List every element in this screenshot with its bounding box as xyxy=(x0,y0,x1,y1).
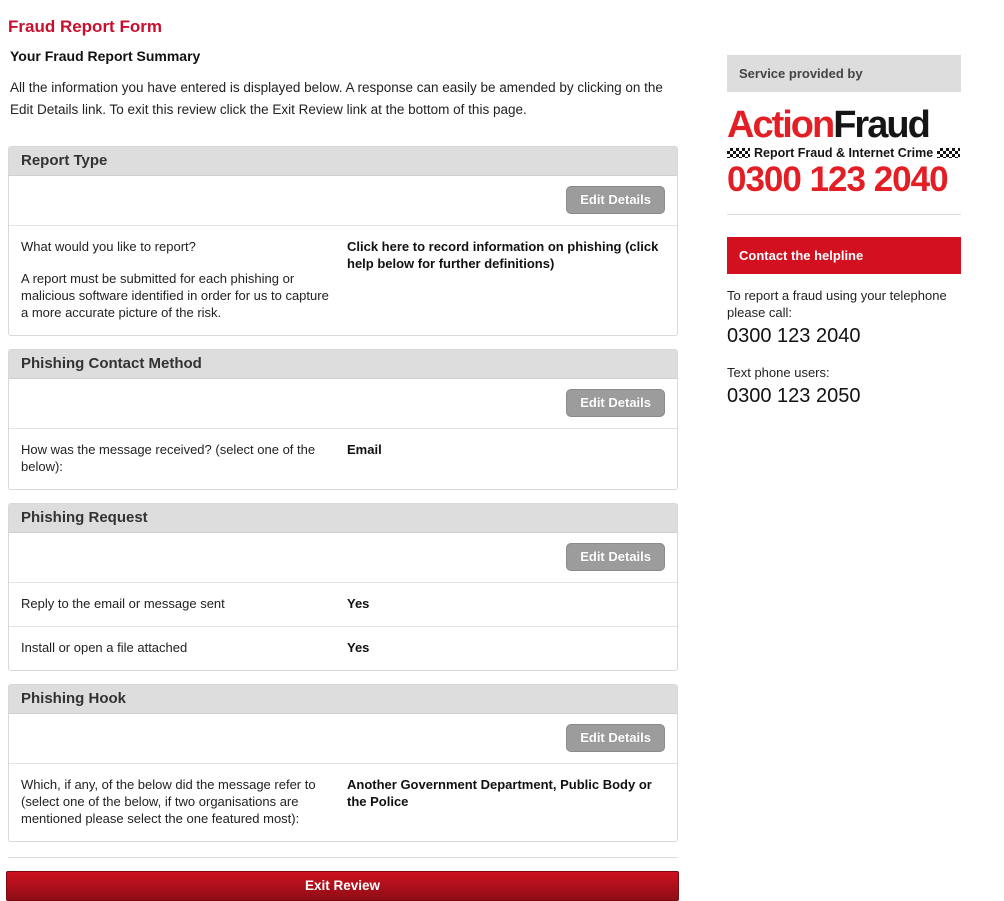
answer-value: Email xyxy=(347,442,382,457)
section-phishing-hook xyxy=(8,684,678,842)
edit-details-button[interactable]: Edit Details xyxy=(566,724,665,752)
sidebar xyxy=(727,55,961,408)
qa-row xyxy=(9,626,677,670)
helpline-phone-number: 0300 123 2040 xyxy=(727,325,861,347)
question-label: What would you like to report? xyxy=(21,239,196,254)
question-label: Install or open a file attached xyxy=(21,640,188,655)
service-provided-banner: Service provided by xyxy=(727,55,961,92)
qa-row xyxy=(9,226,677,335)
pre-exit-divider xyxy=(8,857,678,858)
textphone-label: Text phone users: xyxy=(727,365,830,380)
qa-row xyxy=(9,583,677,626)
edit-row xyxy=(9,714,677,764)
section-phishing-contact-method xyxy=(8,349,678,490)
question-cell xyxy=(21,639,347,656)
intro-text: All the information you have entered is displayed below. A response can easily be amended by clicking on the Edit Details link. To exit this review click the Exit Review link at the bottom of this page. xyxy=(10,80,663,117)
edit-details-button[interactable]: Edit Details xyxy=(566,543,665,571)
question-label: Which, if any, of the below did the message refer to (select one of the below, if two organisations are mentioned please select the one featured most): xyxy=(21,777,316,826)
actionfraud-logo xyxy=(727,104,961,199)
question-cell xyxy=(21,441,347,475)
answer-value: Yes xyxy=(347,640,370,655)
logo-tagline-row xyxy=(727,146,961,160)
edit-row xyxy=(9,379,677,429)
section-report-type xyxy=(8,146,678,336)
section-title: Report Type xyxy=(9,147,677,176)
page-title: Fraud Report Form xyxy=(8,17,162,36)
question-label: Reply to the email or message sent xyxy=(21,596,225,611)
question-cell xyxy=(21,776,347,827)
sidebar-divider xyxy=(727,214,961,215)
question-cell xyxy=(21,595,347,612)
logo-phone-number: 0300 123 2040 xyxy=(727,160,948,199)
exit-review-button[interactable]: Exit Review xyxy=(6,871,679,901)
contact-helpline-banner: Contact the helpline xyxy=(727,237,961,274)
section-title: Phishing Contact Method xyxy=(9,350,677,379)
section-title: Phishing Request xyxy=(9,504,677,533)
checker-flag-icon xyxy=(937,148,960,158)
question-note: A report must be submitted for each phishing or malicious software identified in order for us to capture a more accurate picture of the risk. xyxy=(21,271,329,320)
qa-row xyxy=(9,764,677,841)
logo-action-text: Action xyxy=(727,104,834,146)
edit-details-button[interactable]: Edit Details xyxy=(566,389,665,417)
edit-details-button[interactable]: Edit Details xyxy=(566,186,665,214)
question-label: How was the message received? (select one of the below): xyxy=(21,442,316,474)
textphone-number: 0300 123 2050 xyxy=(727,385,861,407)
answer-value: Another Government Department, Public Body or the Police xyxy=(347,777,652,809)
logo-tagline-text: Report Fraud & Internet Crime xyxy=(754,146,934,160)
answer-value: Yes xyxy=(347,596,370,611)
edit-row xyxy=(9,533,677,583)
report-summary-column xyxy=(8,0,678,901)
answer-value: Click here to record information on phishing (click help below for further definitions) xyxy=(347,239,659,271)
qa-row xyxy=(9,429,677,489)
section-title: Phishing Hook xyxy=(9,685,677,714)
edit-row xyxy=(9,176,677,226)
section-phishing-request xyxy=(8,503,678,671)
checker-flag-icon xyxy=(727,148,750,158)
summary-title: Your Fraud Report Summary xyxy=(10,48,201,64)
logo-fraud-text: Fraud xyxy=(833,104,929,146)
helpline-phone-intro: To report a fraud using your telephone please call: xyxy=(727,288,947,320)
question-cell xyxy=(21,238,347,321)
actionfraud-logo-wordmark xyxy=(727,104,961,146)
